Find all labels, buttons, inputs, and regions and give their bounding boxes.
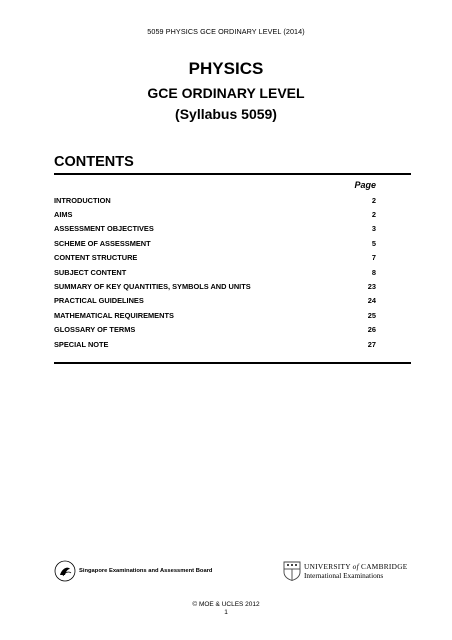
document-syllabus: (Syllabus 5059) — [175, 106, 277, 122]
contents-bottom-rule — [54, 362, 411, 364]
document-title: PHYSICS — [188, 59, 264, 78]
contents-heading: CONTENTS — [54, 154, 134, 170]
seab-name: Singapore Examinations and Assessment Board — [79, 568, 213, 574]
cambridge-wordmark — [304, 562, 408, 580]
toc-entry-page: 7 — [371, 253, 376, 263]
contents-top-rule — [54, 173, 411, 175]
toc-entry-page: 3 — [371, 224, 376, 234]
toc-entry-label: GLOSSARY OF TERMS — [54, 325, 136, 335]
page-column-header: Page — [354, 180, 376, 190]
cambridge-international-line: International Examinations — [304, 571, 384, 580]
toc-entry-page: 24 — [367, 296, 376, 306]
seab-logo-icon — [54, 560, 76, 582]
toc-entry-aims[interactable] — [54, 207, 376, 221]
toc-entry-label: PRACTICAL GUIDELINES — [54, 296, 144, 306]
toc-entry-assessment-objectives[interactable] — [54, 222, 376, 236]
toc-entry-page: 8 — [371, 267, 376, 277]
toc-entry-mathematical-requirements[interactable] — [54, 308, 376, 322]
cambridge-crest-icon — [283, 561, 301, 581]
toc-entry-page: 26 — [367, 325, 376, 335]
running-header: 5059 PHYSICS GCE ORDINARY LEVEL (2014) — [147, 27, 305, 36]
toc-entry-page: 5 — [371, 238, 376, 248]
table-of-contents — [54, 193, 376, 351]
toc-entry-subject-content[interactable] — [54, 265, 376, 279]
toc-entry-label: SUMMARY OF KEY QUANTITIES, SYMBOLS AND UNITS — [54, 282, 251, 292]
toc-entry-label: ASSESSMENT OBJECTIVES — [54, 224, 154, 234]
toc-entry-page: 2 — [371, 195, 376, 205]
toc-entry-label: CONTENT STRUCTURE — [54, 253, 138, 263]
toc-entry-summary-key-quantities[interactable] — [54, 279, 376, 293]
toc-entry-label: MATHEMATICAL REQUIREMENTS — [54, 310, 174, 320]
toc-entry-content-structure[interactable] — [54, 251, 376, 265]
toc-entry-page: 23 — [367, 282, 376, 292]
toc-entry-glossary-of-terms[interactable] — [54, 323, 376, 337]
toc-entry-label: SCHEME OF ASSESSMENT — [54, 238, 151, 248]
toc-entry-scheme-of-assessment[interactable] — [54, 236, 376, 250]
toc-entry-label: SUBJECT CONTENT — [54, 267, 127, 277]
cambridge-of-word: of — [352, 562, 359, 571]
toc-entry-label: SPECIAL NOTE — [54, 339, 109, 349]
toc-entry-introduction[interactable] — [54, 193, 376, 207]
toc-entry-page: 27 — [367, 339, 376, 349]
toc-entry-practical-guidelines[interactable] — [54, 294, 376, 308]
footer-page-number: 1 — [224, 609, 228, 616]
toc-entry-special-note[interactable] — [54, 337, 376, 351]
cambridge-university-word: UNIVERSITY — [304, 562, 351, 571]
toc-entry-label: AIMS — [54, 210, 73, 220]
cambridge-cambridge-word: CAMBRIDGE — [361, 562, 408, 571]
cambridge-university-line — [304, 562, 408, 571]
toc-entry-label: INTRODUCTION — [54, 195, 111, 205]
toc-entry-page: 25 — [367, 310, 376, 320]
toc-entry-page: 2 — [371, 210, 376, 220]
document-level: GCE ORDINARY LEVEL — [147, 85, 305, 101]
footer-copyright: © MOE & UCLES 2012 — [192, 601, 260, 608]
